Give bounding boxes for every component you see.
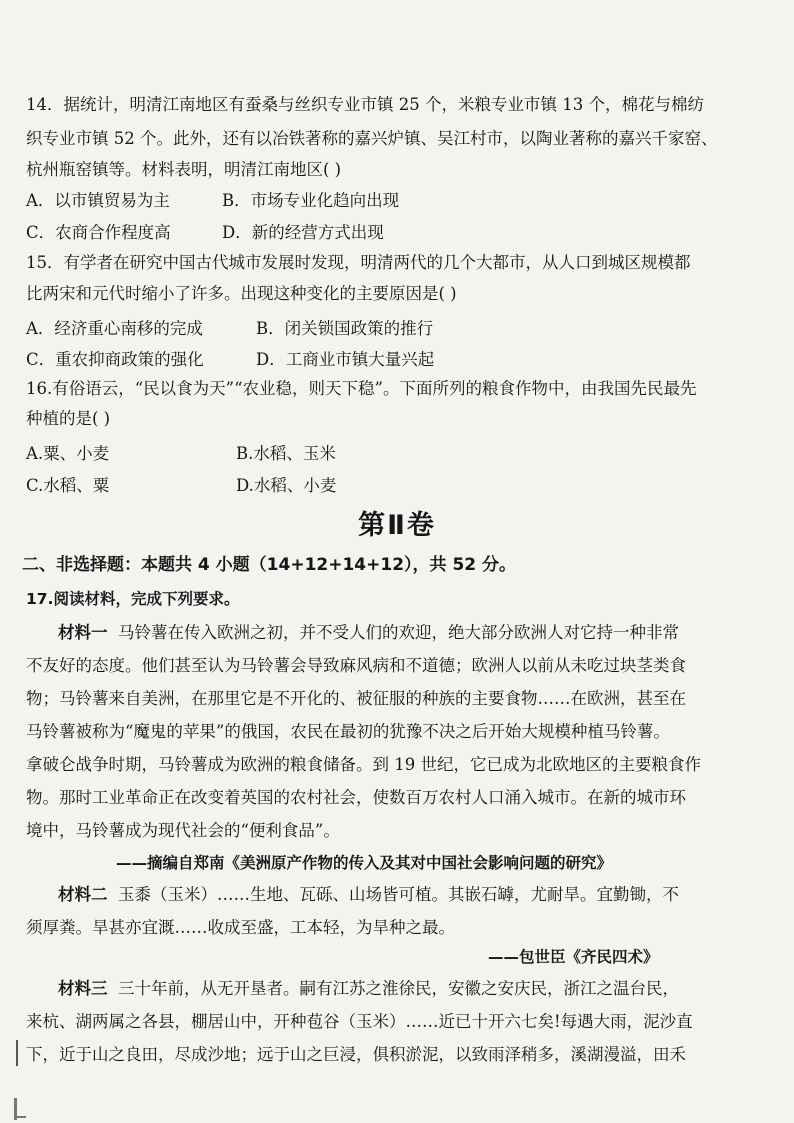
q15-option-d: D．工商业市镇大量兴起 [256,350,435,369]
material-1-line: 境中，马铃薯成为现代社会的“便利食品”。 [26,821,340,840]
q15-option-a: A．经济重心南移的完成 [26,319,203,338]
material-1-line: 不友好的态度。他们甚至认为马铃薯会导致麻风病和不道德；欧洲人以前从未吃过块茎类食 [26,656,686,675]
material-1-first-line [58,622,794,644]
material-3-line: 下，近于山之良田，尽成沙地；远于山之巨浸，俱积淤泥，以致雨泽稍多，溪湖漫溢，田禾 [26,1045,686,1064]
q14-option-d: D．新的经营方式出现 [222,223,384,242]
material-2-first-line [58,884,794,906]
q14-option-a: A．以市镇贸易为主 [26,191,170,210]
q14-line-3: 杭州瓶窑镇等。材料表明，明清江南地区( ) [26,160,342,179]
q16-option-d: D.水稻、小麦 [236,476,337,495]
material-3-label: 材料三 [58,979,108,998]
material-3-first-line [58,978,794,1000]
scan-mark [14,1116,26,1118]
material-3-line: 来杭、湖两属之各县，棚居山中，开种苞谷（玉米）……近已十开六七矣!每遇大雨，泥沙直 [26,1012,693,1031]
q16-option-c: C.水稻、粟 [26,476,110,495]
q14-option-b: B．市场专业化趋向出现 [222,191,400,210]
q15-option-c: C．重农抑商政策的强化 [26,350,204,369]
q16-option-b: B.水稻、玉米 [236,444,336,463]
material-1-line: 拿破仑战争时期，马铃薯成为欧洲的粮食储备。到 19 世纪，它已成为北欧地区的主要粮食作 [26,755,701,774]
q17-prompt: 17.阅读材料，完成下列要求。 [26,590,240,608]
material-1-text: 马铃薯在传入欧洲之初，并不受人们的欢迎，绝大部分欧洲人对它持一种非常 [118,623,679,642]
q14-line-1: 14．据统计，明清江南地区有蚕桑与丝织专业市镇 25 个，米粮专业市镇 13 个，棉花与棉纺 [26,95,704,114]
q15-option-b: B．闭关锁国政策的推行 [256,319,434,338]
q16-option-a: A.粟、小麦 [26,444,110,463]
q14-option-c: C．农商合作程度高 [26,223,171,242]
scan-mark [16,1040,18,1066]
material-2-label: 材料二 [58,885,108,904]
material-1-line: 物；马铃薯来自美洲，在那里它是不开化的、被征服的种族的主要食物……在欧洲，甚至在 [26,689,686,708]
q14-line-2: 织专业市镇 52 个。此外，还有以冶铁著称的嘉兴炉镇、吴江村市，以陶业著称的嘉兴千家窑、 [26,129,718,148]
part-title: 第Ⅱ卷 [358,510,436,541]
material-1-source: ——摘编自郑南《美洲原产作物的传入及其对中国社会影响问题的研究》 [116,854,613,872]
q15-line-2: 比两宋和元代时缩小了许多。出现这种变化的主要原因是( ) [26,284,457,303]
material-1-label: 材料一 [58,623,108,642]
q15-line-1: 15．有学者在研究中国古代城市发展时发现，明清两代的几个大都市，从人口到城区规模都 [26,253,691,272]
material-3-text: 三十年前，从无开垦者。嗣有江苏之淮徐民，安徽之安庆民，浙江之温台民， [118,979,679,998]
material-1-line: 物。那时工业革命正在改变着英国的农村社会，使数百万农村人口涌入城市。在新的城市环 [26,788,686,807]
material-2-line: 须厚粪。旱甚亦宜溉……收成至盛，工本轻，为旱种之最。 [26,918,455,937]
material-1-line: 马铃薯被称为“魔鬼的苹果”的俄国，农民在最初的犹豫不决之后开始大规模种植马铃薯。 [26,722,670,741]
q16-line-1: 16.有俗语云，“民以食为天”“农业稳，则天下稳”。下面所列的粮食作物中，由我国先民最先 [26,379,697,398]
section-heading: 二、非选择题：本题共 4 小题（14+12+14+12），共 52 分。 [22,555,517,575]
q16-line-2: 种植的是( ) [26,409,111,428]
material-2-source: ——包世臣《齐民四术》 [488,948,659,966]
material-2-text: 玉黍（玉米）……生地、瓦砾、山场皆可植。其嵌石罅，尤耐旱。宜勤锄，不 [118,885,679,904]
